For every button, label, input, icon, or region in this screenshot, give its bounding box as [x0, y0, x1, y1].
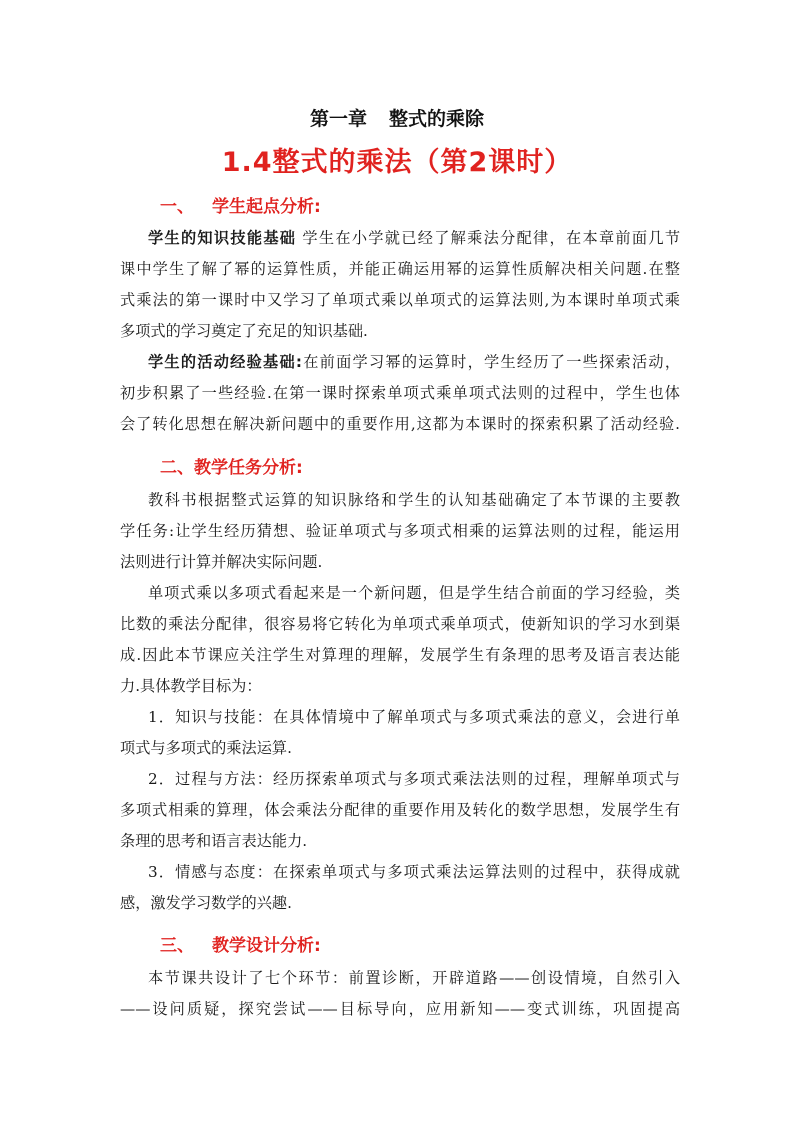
section-number: 二、: [160, 458, 194, 478]
chapter-heading: [0, 104, 794, 131]
paragraph-label: 学生的活动经验基础:: [148, 353, 302, 371]
paragraph-line: 多项式的学习奠定了充足的知识基础.: [120, 322, 368, 340]
paragraph-line: 学任务:让学生经历猜想、验证单项式与多项式相乘的运算法则的过程，能运用: [120, 522, 680, 540]
paragraph-line: 成.因此本节课应关注学生对算理的理解，发展学生有条理的思考及语言表达能: [120, 646, 680, 664]
section-title: 学生起点分析:: [212, 197, 321, 217]
goal-item-1: 1．知识与技能：在具体情境中了解单项式与多项式乘法的意义，会进行单: [148, 708, 680, 726]
paragraph-line: 力.具体教学目标为：: [120, 677, 262, 695]
paragraph-line: 学生的活动经验基础:在前面学习幂的运算时，学生经历了一些探索活动，: [148, 353, 681, 371]
section-heading-2: [160, 453, 303, 478]
paragraph-label: 学生的知识技能基础: [148, 229, 297, 247]
paragraph-line: 感，激发学习数学的兴趣.: [120, 894, 292, 912]
chapter-number: 第一章: [309, 108, 367, 130]
section-title: 教学任务分析:: [194, 458, 303, 478]
paragraph-line: 教科书根据整式运算的知识脉络和学生的认知基础确定了本节课的主要教: [148, 491, 680, 509]
paragraph-line: ——设问质疑，探究尝试——目标导向，应用新知——变式训练，巩固提高: [120, 1000, 680, 1018]
section-heading-1: [160, 192, 321, 217]
paragraph-line: 项式与多项式的乘法运算.: [120, 739, 292, 757]
paragraph-line: 比数的乘法分配律，很容易将它转化为单项式乘单项式，使新知识的学习水到渠: [120, 615, 680, 633]
section-title: 教学设计分析:: [212, 936, 321, 956]
paragraph-line: 初步积累了一些经验.在第一课时探索单项式乘单项式法则的过程中，学生也体: [120, 384, 680, 402]
paragraph-line: 多项式相乘的算理，体会乘法分配律的重要作用及转化的数学思想，发展学生有: [120, 801, 680, 819]
paragraph-line: 法则进行计算并解决实际问题.: [120, 553, 323, 571]
paragraph-line: 本节课共设计了七个环节：前置诊断，开辟道路——创设情境，自然引入: [148, 969, 680, 987]
paragraph-line: 式乘法的第一课时中又学习了单项式乘以单项式的运算法则,为本课时单项式乘: [120, 291, 680, 309]
goal-item-2: 2．过程与方法：经历探索单项式与多项式乘法法则的过程，理解单项式与: [148, 770, 680, 788]
paragraph-line: 课中学生了解了幂的运算性质，并能正确运用幂的运算性质解决相关问题.在整: [120, 260, 680, 278]
section-number: 三、: [160, 936, 194, 956]
paragraph-line: 学生的知识技能基础 学生在小学就已经了解乘法分配律，在本章前面几节: [148, 229, 681, 247]
goal-item-3: 3．情感与态度：在探索单项式与多项式乘法运算法则的过程中，获得成就: [148, 863, 680, 881]
section-heading-3: [160, 931, 321, 956]
paragraph-line: 单项式乘以多项式看起来是一个新问题，但是学生结合前面的学习经验，类: [148, 584, 680, 602]
section-number: 一、: [160, 197, 194, 217]
paragraph-line: 会了转化思想在解决新问题中的重要作用,这都为本课时的探索积累了活动经验.: [120, 415, 680, 433]
paragraph-line: 条理的思考和语言表达能力.: [120, 832, 308, 850]
lesson-title: 1.4整式的乘法（第2课时）: [221, 147, 573, 178]
chapter-title: 整式的乘除: [389, 108, 485, 130]
